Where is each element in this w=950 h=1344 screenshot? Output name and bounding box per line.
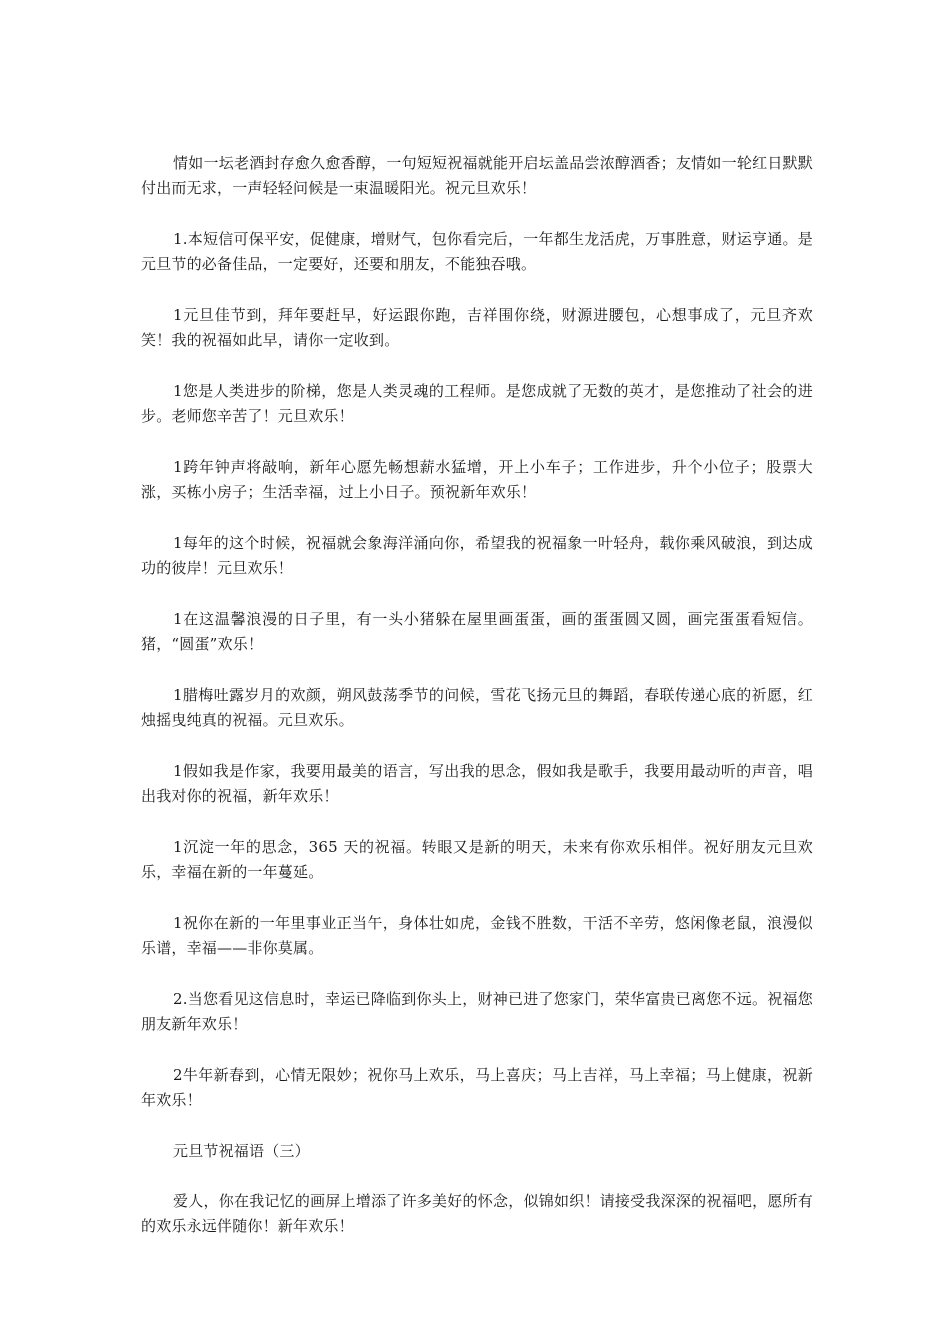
paragraph-10: 1沉淀一年的思念，365 天的祝福。转眼又是新的明天，未来有你欢乐相伴。祝好朋友元旦欢乐，幸福在新的一年蔓延。 [141, 838, 813, 881]
paragraph-11: 1祝你在新的一年里事业正当午，身体壮如虎，金钱不胜数，干活不辛劳，悠闲像老鼠，浪漫似乐谱，幸福——非你莫属。 [141, 914, 813, 957]
paragraph-12: 2.当您看见这信息时，幸运已降临到你头上，财神已进了您家门，荣华富贵已离您不远。祝福您朋友新年欢乐！ [141, 990, 813, 1033]
paragraph-5: 1跨年钟声将敲响，新年心愿先畅想薪水猛增，开上小车子；工作进步，升个小位子；股票大涨，买栋小房子；生活幸福，过上小日子。预祝新年欢乐！ [141, 458, 813, 501]
paragraph-3: 1元旦佳节到，拜年要赶早，好运跟你跑，吉祥围你绕，财源进腰包，心想事成了，元旦齐欢笑！我的祝福如此早，请你一定收到。 [141, 306, 813, 349]
document-body [141, 151, 813, 1265]
paragraph-8: 1腊梅吐露岁月的欢颜，朔风鼓荡季节的问候，雪花飞扬元旦的舞蹈，春联传递心底的祈愿，红烛摇曳纯真的祝福。元旦欢乐。 [141, 686, 813, 729]
paragraph-13: 2牛年新春到，心情无限妙；祝你马上欢乐，马上喜庆；马上吉祥，马上幸福；马上健康，祝新年欢乐！ [141, 1066, 813, 1109]
paragraph-9: 1假如我是作家，我要用最美的语言，写出我的思念，假如我是歌手，我要用最动听的声音，唱出我对你的祝福，新年欢乐！ [141, 762, 813, 805]
paragraph-15: 爱人，你在我记忆的画屏上增添了许多美好的怀念，似锦如织！请接受我深深的祝福吧，愿所有的欢乐永远伴随你！新年欢乐！ [141, 1192, 813, 1235]
paragraph-1: 情如一坛老酒封存愈久愈香醇，一句短短祝福就能开启坛盖品尝浓醇酒香；友情如一轮红日默默付出而无求，一声轻轻问候是一束温暖阳光。祝元旦欢乐！ [141, 154, 813, 197]
paragraph-2: 1.本短信可保平安，促健康，增财气，包你看完后，一年都生龙活虎，万事胜意，财运亨通。是元旦节的必备佳品，一定要好，还要和朋友，不能独吞哦。 [141, 230, 813, 273]
paragraph-6: 1每年的这个时候，祝福就会象海洋涌向你，希望我的祝福象一叶轻舟，载你乘风破浪，到达成功的彼岸！元旦欢乐！ [141, 534, 813, 577]
section-heading: 元旦节祝福语（三） [173, 1142, 310, 1160]
paragraph-7: 1在这温馨浪漫的日子里，有一头小猪躲在屋里画蛋蛋，画的蛋蛋圆又圆，画完蛋蛋看短信。猪，“圆蛋”欢乐！ [141, 610, 813, 653]
paragraph-4: 1您是人类进步的阶梯，您是人类灵魂的工程师。是您成就了无数的英才，是您推动了社会的进步。老师您辛苦了！元旦欢乐！ [141, 382, 813, 425]
